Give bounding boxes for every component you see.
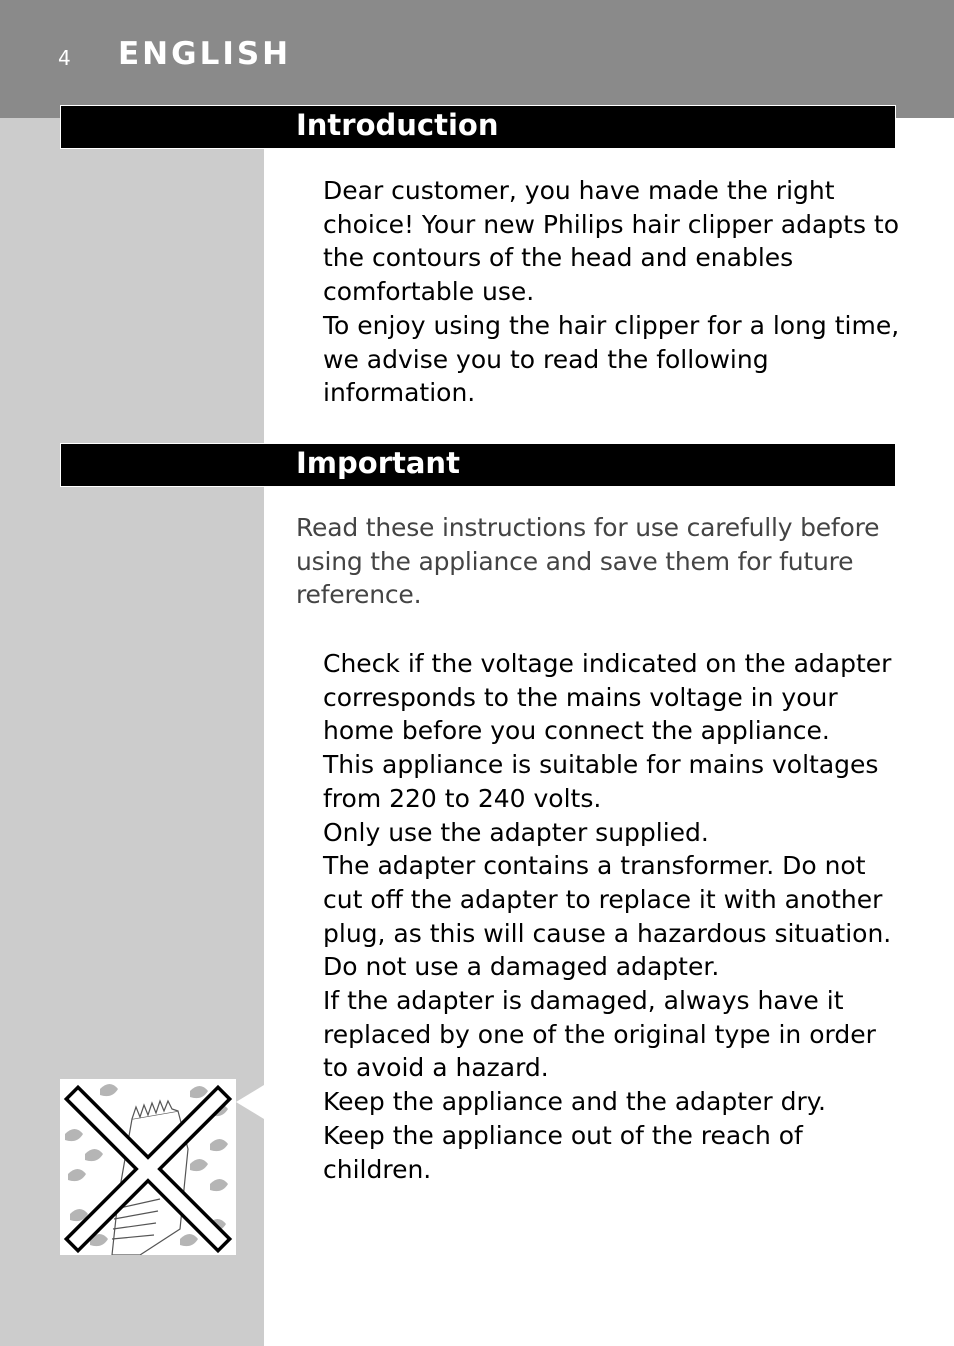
list-item: children. [323,1154,432,1184]
text-line: choice! Your new Philips hair clipper adapts to [323,209,900,239]
introduction-text [323,174,923,410]
language-heading: ENGLISH [118,36,292,72]
list-item: If the adapter is damaged, always have it [323,986,844,1016]
text-line: using the appliance and save them for future [296,546,854,576]
list-item: Only use the adapter supplied. [323,817,709,847]
list-item: from 220 to 240 volts. [323,783,602,813]
list-item: to avoid a hazard. [323,1053,549,1083]
important-intro-text [296,511,916,612]
text-line: we advise you to read the following [323,344,769,374]
text-line: reference. [296,580,422,610]
list-item: This appliance is suitable for mains voltages [323,750,879,780]
text-line: the contours of the head and enables [323,243,794,273]
list-item: The adapter contains a transformer. Do not [323,851,866,881]
list-item: plug, as this will cause a hazardous situation. [323,918,892,948]
section-title-introduction: Introduction [296,108,499,142]
section-bar-introduction [60,105,896,149]
section-title-important: Important [296,446,460,480]
list-item: Do not use a damaged adapter. [323,952,720,982]
list-item: corresponds to the mains voltage in your [323,682,838,712]
text-line: information. [323,378,476,408]
text-line: To enjoy using the hair clipper for a long time, [323,310,900,340]
text-line: Dear customer, you have made the right [323,176,835,205]
page-number: 4 [58,46,71,70]
section-bar-important [60,443,896,487]
illustration-pointer [236,1085,264,1119]
crossed-out-clipper-in-water-icon [60,1079,236,1255]
important-warnings-list [323,647,923,1186]
list-item: home before you connect the appliance. [323,716,830,746]
text-line: comfortable use. [323,277,535,307]
list-item: Keep the appliance and the adapter dry. [323,1087,826,1117]
list-item: Keep the appliance out of the reach of [323,1120,803,1150]
text-line: Read these instructions for use carefully before [296,513,880,542]
list-item: Check if the voltage indicated on the adapter [323,649,892,678]
list-item: replaced by one of the original type in order [323,1019,876,1049]
list-item: cut off the adapter to replace it with another [323,884,883,914]
